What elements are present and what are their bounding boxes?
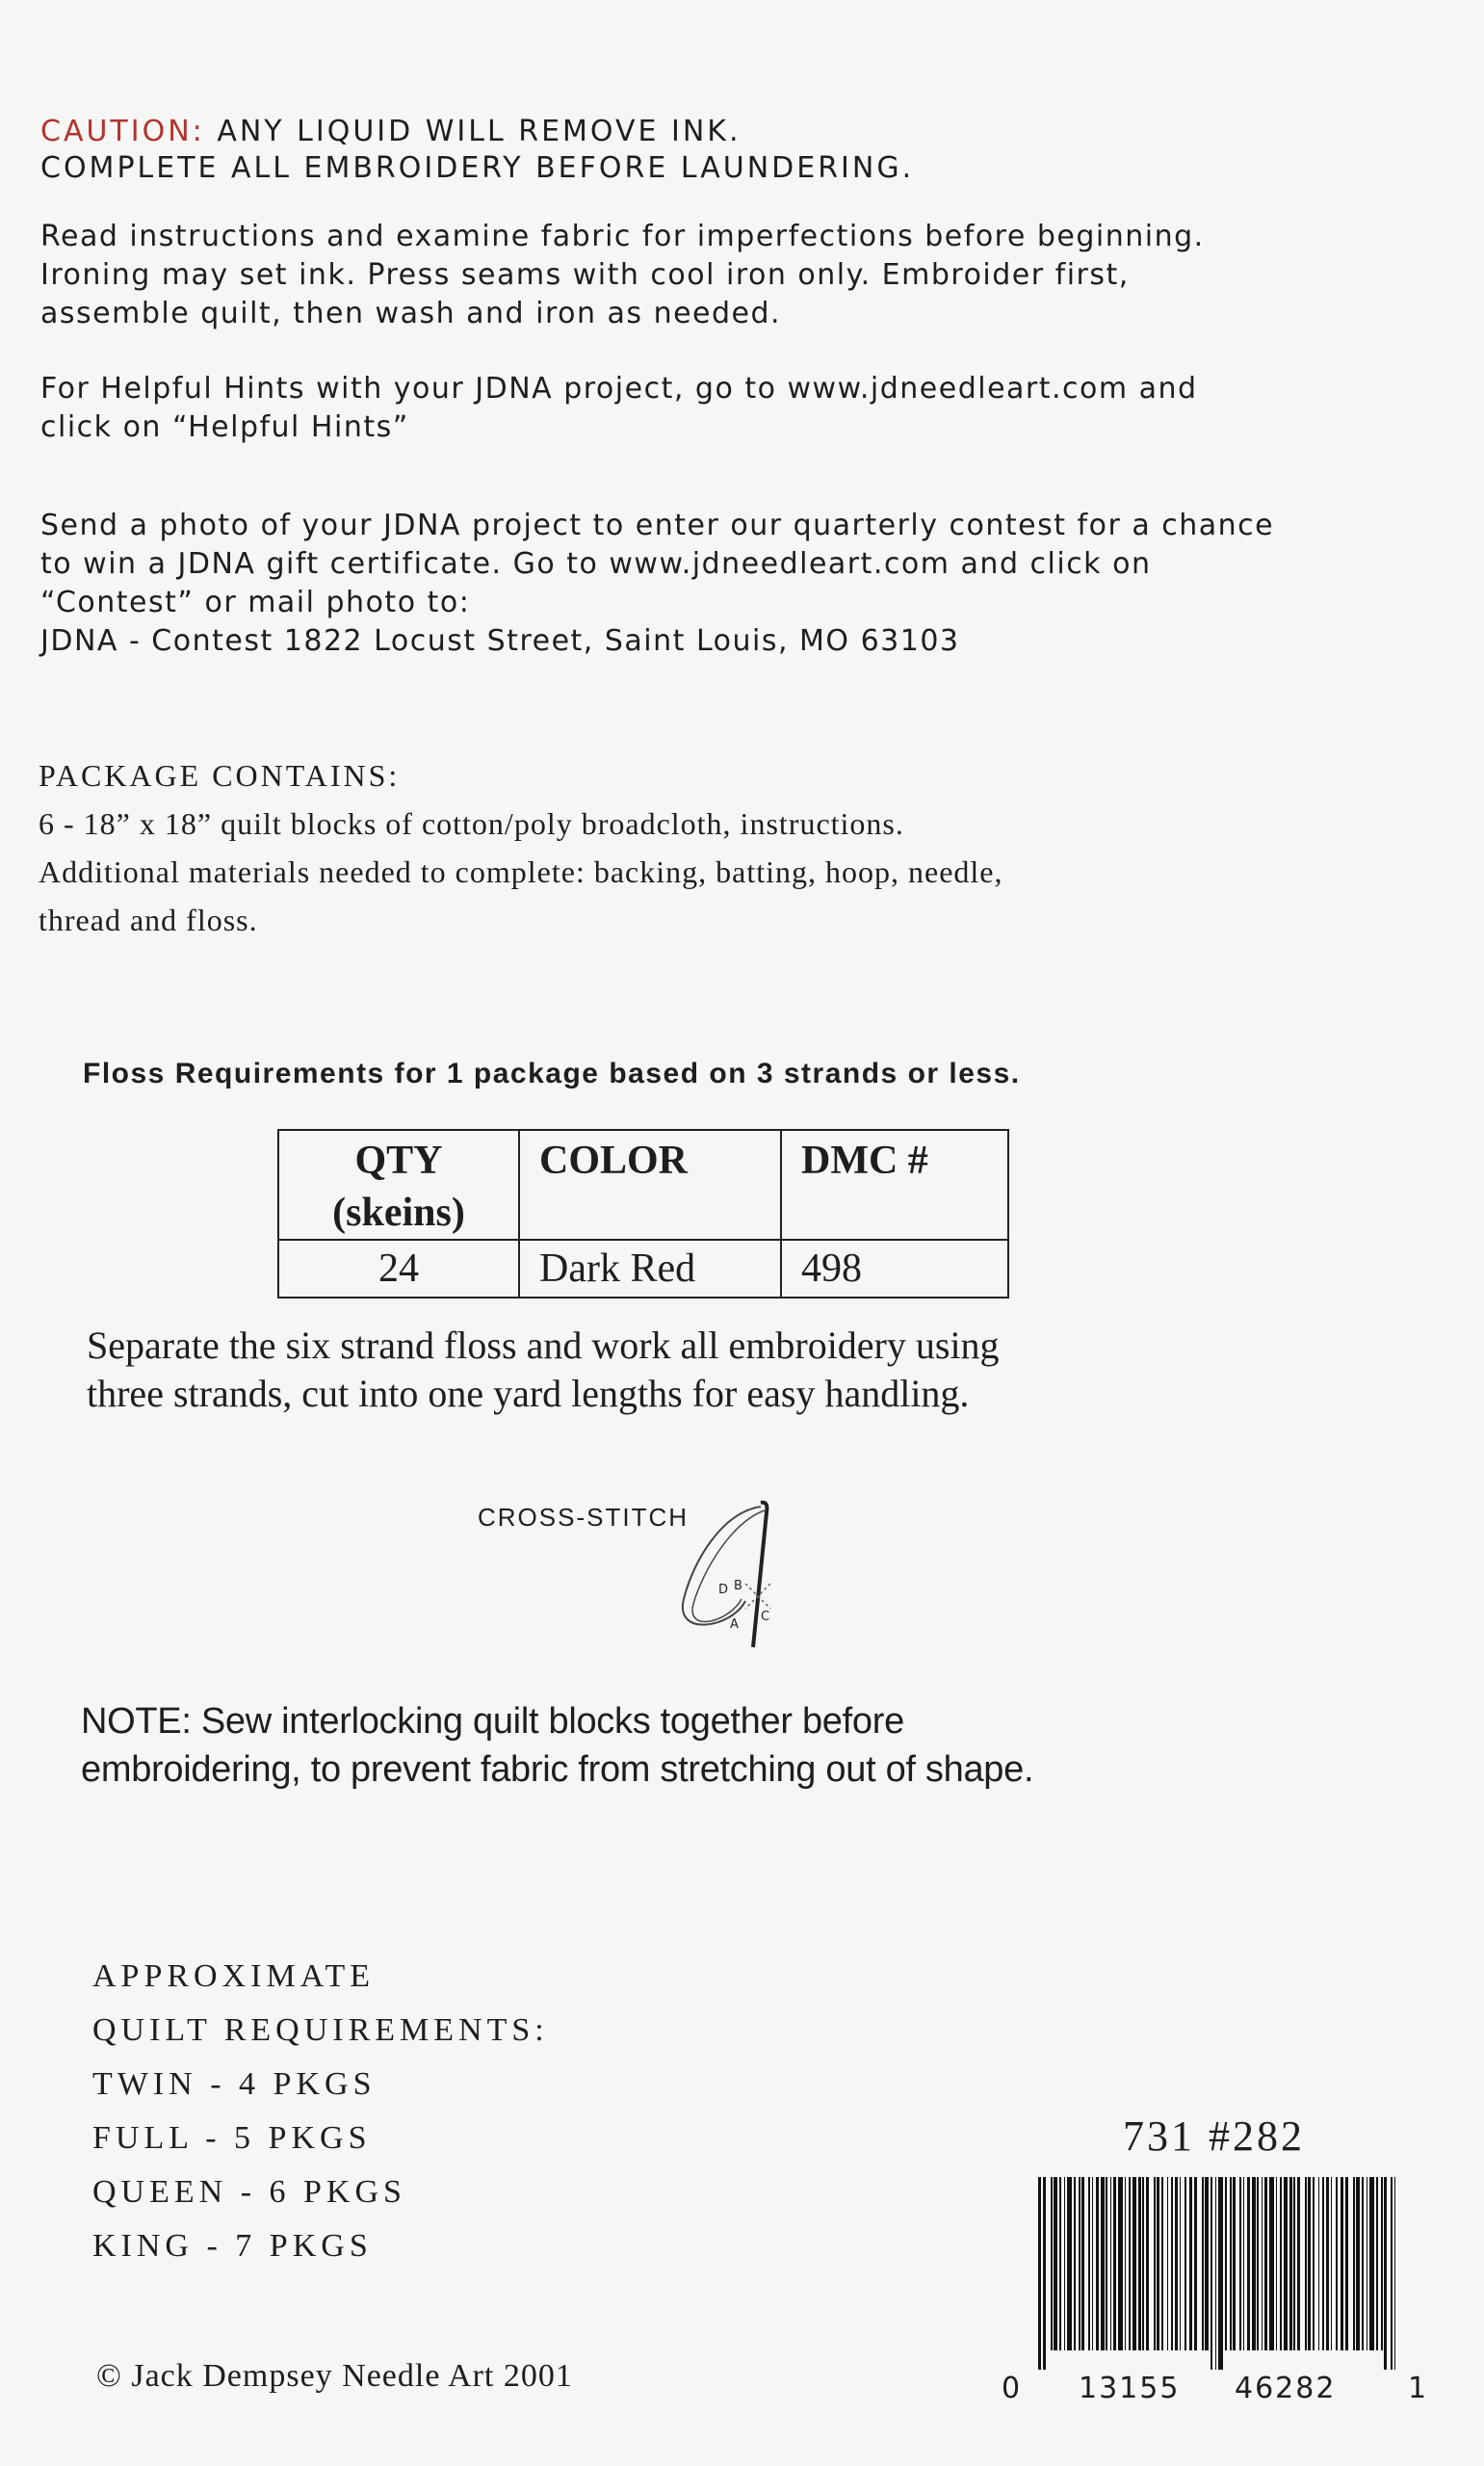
barcode-bar (1106, 2177, 1107, 2350)
contest-line: to win a JDNA gift certificate. Go to www.jdneedleart.com and click on (40, 547, 1152, 581)
dmc-cell: 498 (781, 1240, 1008, 1298)
letter-b: B (734, 1579, 742, 1593)
barcode-bar (1154, 2177, 1156, 2350)
barcode-bar (1353, 2177, 1355, 2350)
barcode-bar (1205, 2177, 1209, 2350)
barcode-bar (1276, 2177, 1277, 2350)
barcode-bar (1264, 2177, 1267, 2350)
note-line: embroidering, to prevent fabric from stretching out of shape. (81, 1749, 1034, 1790)
barcode-bar (1081, 2177, 1084, 2350)
contest-line: JDNA - Contest 1822 Locust Street, Saint Louis, MO 63103 (40, 624, 960, 658)
note-line: NOTE: Sew interlocking quilt blocks together before (81, 1701, 904, 1742)
barcode-bar (1293, 2177, 1295, 2350)
floss-table (277, 1129, 1009, 1299)
barcode-bar (1211, 2177, 1212, 2370)
barcode-bar (1113, 2177, 1116, 2350)
barcode-bar (1194, 2177, 1197, 2350)
separate-instructions (87, 1322, 1000, 1418)
floss-title: Floss Requirements for 1 package based on 3 strands or less. (83, 1058, 1021, 1089)
instructions-line: assemble quilt, then wash and iron as needed. (40, 297, 782, 330)
instructions-line: Ironing may set ink. Press seams with cool iron only. Embroider first, (40, 258, 1130, 292)
barcode-bar (1054, 2177, 1057, 2350)
barcode-bar (1305, 2177, 1307, 2350)
barcode-bar (1129, 2177, 1131, 2350)
barcode-bar (1284, 2177, 1288, 2350)
barcode-bar (1336, 2177, 1338, 2350)
barcode-bar (1262, 2177, 1263, 2350)
barcode-bar (1038, 2177, 1041, 2370)
barcode-bar (1067, 2177, 1072, 2350)
hints-paragraph (40, 370, 1198, 447)
barcode-bar (1362, 2177, 1364, 2350)
needle-icon (753, 1503, 770, 1647)
contest-line: “Contest” or mail photo to: (40, 586, 471, 619)
barcode-bar (1171, 2177, 1173, 2350)
barcode-bar (1289, 2177, 1292, 2350)
letter-a: A (730, 1617, 739, 1632)
barcode-icon (1036, 2177, 1402, 2370)
floss-header-row (278, 1130, 1008, 1240)
quilt-size: FULL - 5 PKGS (92, 2120, 372, 2156)
color-cell: Dark Red (519, 1240, 781, 1298)
barcode-bar (1318, 2177, 1319, 2350)
barcode-bar (1074, 2177, 1076, 2350)
color-header: COLOR (519, 1130, 781, 1240)
barcode-bar (1064, 2177, 1065, 2350)
barcode-digits-right: 46282 (1235, 2372, 1337, 2405)
separate-line: Separate the six strand floss and work all embroidery using (87, 1324, 1000, 1367)
barcode-bar (1297, 2177, 1300, 2350)
quilt-heading: QUILT REQUIREMENTS: (92, 2012, 549, 2048)
copyright: © Jack Dempsey Needle Art 2001 (96, 2358, 573, 2394)
barcode-bar (1101, 2177, 1105, 2350)
barcode-bar (1230, 2177, 1232, 2350)
barcode-bar (1138, 2177, 1141, 2350)
instructions-paragraph (40, 218, 1205, 333)
caution-line2: COMPLETE ALL EMBROIDERY BEFORE LAUNDERING. (40, 151, 915, 185)
hints-line: For Helpful Hints with your JDNA project, go to www.jdneedleart.com and (40, 372, 1198, 406)
barcode-bar (1225, 2177, 1227, 2350)
letter-d: D (718, 1583, 729, 1597)
barcode-bar (1142, 2177, 1144, 2350)
cross-stitch-label: CROSS-STITCH (478, 1503, 689, 1532)
barcode-bar (1059, 2177, 1061, 2350)
qty-cell: 24 (278, 1240, 519, 1298)
contest-line: Send a photo of your JDNA project to enter our quarterly contest for a chance (40, 509, 1275, 542)
barcode-bar (1215, 2177, 1216, 2370)
caution-block (40, 114, 914, 187)
cross-stitch-diagram (664, 1493, 809, 1657)
separate-line: three strands, cut into one yard lengths for easy handling. (87, 1372, 970, 1415)
barcode-bar (1189, 2177, 1192, 2350)
barcode-bar (1252, 2177, 1256, 2350)
caution-line1: ANY LIQUID WILL REMOVE INK. (217, 115, 742, 148)
thread-icon (683, 1507, 761, 1625)
hints-line: click on “Helpful Hints” (40, 410, 409, 444)
barcode-bar (1079, 2177, 1080, 2350)
barcode-digit-last: 1 (1408, 2372, 1429, 2405)
barcode-bar (1218, 2177, 1223, 2370)
barcode-bar (1125, 2177, 1126, 2350)
barcode-bar (1247, 2177, 1250, 2350)
barcode-bar (1356, 2177, 1360, 2350)
barcode-bar (1345, 2177, 1348, 2350)
barcode-bar (1269, 2177, 1274, 2350)
barcode-bar (1167, 2177, 1168, 2350)
quilt-heading: APPROXIMATE (92, 1958, 376, 1994)
instructions-line: Read instructions and examine fabric for imperfections before beginning. (40, 220, 1205, 253)
barcode-bar (1369, 2177, 1374, 2350)
quilt-size: KING - 7 PKGS (92, 2228, 373, 2264)
barcode-bar (1341, 2177, 1343, 2350)
barcode-bar (1257, 2177, 1259, 2350)
barcode-bar (1133, 2177, 1136, 2350)
barcode-bar (1175, 2177, 1178, 2350)
table-row (278, 1240, 1008, 1298)
barcode-bar (1308, 2177, 1311, 2350)
barcode-bar (1233, 2177, 1236, 2350)
barcode-bar (1384, 2177, 1387, 2370)
barcode-bar (1043, 2177, 1046, 2370)
barcode-bar (1381, 2177, 1383, 2350)
contest-paragraph (40, 507, 1274, 661)
barcode-bar (1088, 2177, 1090, 2350)
barcode-bar (1157, 2177, 1159, 2350)
dmc-header: DMC # (781, 1130, 1008, 1240)
barcode-bar (1280, 2177, 1282, 2350)
letter-c: C (761, 1610, 770, 1624)
caution-label: CAUTION: (40, 115, 205, 148)
barcode-bar (1096, 2177, 1099, 2350)
barcode-bar (1391, 2177, 1393, 2370)
barcode-bar (1051, 2177, 1053, 2350)
barcode-bar (1146, 2177, 1149, 2350)
package-contents (39, 751, 1003, 944)
barcode-bar (1326, 2177, 1329, 2350)
qty-header: QTY (skeins) (278, 1130, 519, 1240)
barcode-bar (1243, 2177, 1244, 2350)
sku-number: 731 #282 (1123, 2112, 1305, 2160)
barcode-bar (1313, 2177, 1315, 2350)
barcode-bar (1202, 2177, 1204, 2350)
barcode-digit-first: 0 (1002, 2372, 1023, 2405)
quilt-size: TWIN - 4 PKGS (92, 2066, 377, 2102)
barcode-bar (1185, 2177, 1186, 2350)
package-heading: PACKAGE CONTAINS: (39, 758, 401, 793)
barcode-bar (1239, 2177, 1241, 2350)
barcode-bar (1092, 2177, 1093, 2350)
quilt-requirements (92, 1950, 549, 2273)
barcode-bar (1110, 2177, 1111, 2350)
barcode-bar (1394, 2177, 1395, 2370)
barcode-bar (1376, 2177, 1378, 2350)
note-paragraph (81, 1697, 1033, 1794)
quilt-size: QUEEN - 6 PKGS (92, 2174, 406, 2210)
package-line: thread and floss. (39, 903, 258, 937)
barcode-digits-left: 13155 (1079, 2372, 1181, 2405)
package-line: 6 - 18” x 18” quilt blocks of cotton/poly broadcloth, instructions. (39, 806, 904, 841)
barcode-bar (1331, 2177, 1332, 2350)
barcode-bar (1322, 2177, 1324, 2350)
barcode-bar (1161, 2177, 1163, 2350)
barcode-bar (1118, 2177, 1123, 2350)
barcode-bar (1180, 2177, 1181, 2350)
package-line: Additional materials needed to complete: backing, batting, hoop, needle, (39, 854, 1003, 889)
